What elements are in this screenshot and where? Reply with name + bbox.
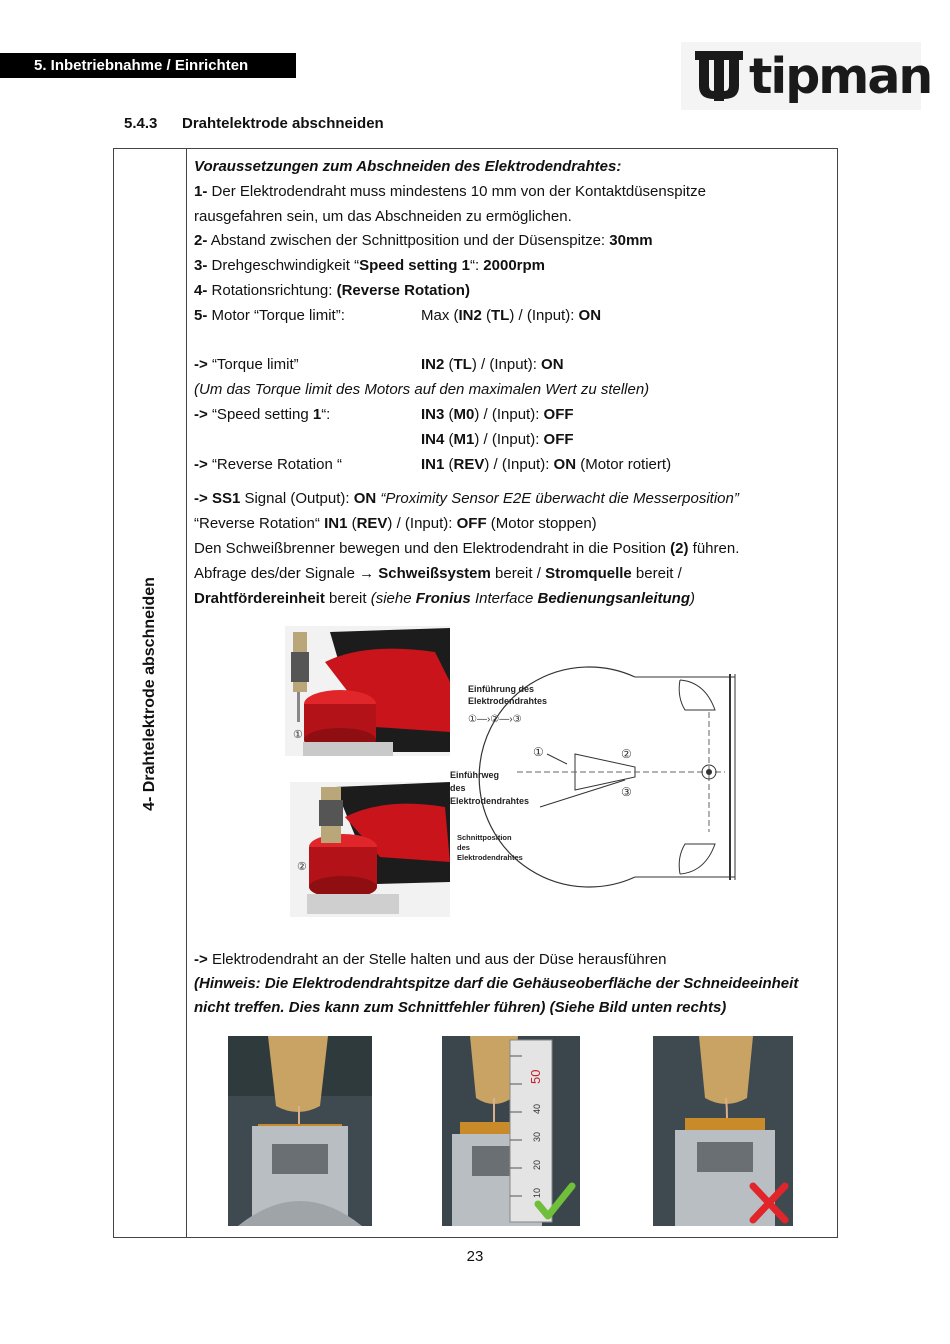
tipman-logo-mark	[695, 51, 743, 101]
prerequisites-heading: Voraussetzungen zum Abschneiden des Elektrodendrahtes:	[194, 158, 622, 175]
speed-setting-line: -> “Speed setting 1“: IN3 (M0) / (Input): OFF	[194, 405, 574, 423]
signal-query-line: Abfrage des/der Signale → Schweißsystem bereit / Stromquelle bereit /	[194, 564, 682, 582]
item-3: 3- Drehgeschwindigkeit “Speed setting 1“: 2000rpm	[194, 257, 546, 275]
move-torch-line: Den Schweißbrenner bewegen und den Elektrodendraht in die Position (2) führen.	[194, 539, 740, 557]
reverse-stop-line: “Reverse Rotation“ IN1 (REV) / (Input): OFF (Motor stoppen)	[194, 515, 597, 533]
note-line-1: -> Elektrodendraht an der Stelle halten und aus der Düse herausführen	[194, 951, 667, 968]
chapter-header: 5. Inbetriebnahme / Einrichten	[0, 53, 296, 78]
page-number: 23	[466, 1248, 484, 1265]
ruler-mark-30: 30	[532, 1131, 542, 1142]
label-schnitt-1: Schnittposition	[457, 833, 512, 842]
speed-setting-line-2: IN4 (M1) / (Input): OFF	[421, 430, 574, 448]
label-schnitt-3: Elektrodendrahtes	[457, 853, 523, 862]
section-heading: Drahtelektrode abschneiden	[182, 115, 384, 132]
label-einfuehrweg-2: des	[450, 783, 466, 793]
section-title	[124, 115, 384, 132]
note-line-3: nicht treffen. Dies kann zum Schnittfehler führen) (Siehe Bild unten rechts)	[194, 999, 727, 1016]
tipman-logo-text: tipman	[749, 47, 932, 105]
ruler-mark-40: 40	[532, 1103, 542, 1114]
frame-divider	[186, 149, 187, 1237]
cutter-photo-bottom	[290, 782, 450, 917]
signal-query-line-2: Drahtfördereinheit bereit (siehe Fronius Interface Bedienungsanleitung)	[194, 589, 695, 607]
torque-limit-note: (Um das Torque limit des Motors auf den maximalen Wert zu stellen)	[194, 381, 650, 399]
reverse-rotation-line: -> “Reverse Rotation “ IN1 (REV) / (Input): ON (Motor rotiert)	[194, 455, 672, 473]
marker-2: ②	[621, 747, 632, 761]
photo-ruler-check	[442, 1036, 580, 1226]
label-einfuehrweg-3: Elektrodendrahtes	[450, 796, 530, 806]
marker-1: ①	[533, 745, 544, 759]
label-einfuehrweg-1: Einführweg	[450, 770, 499, 780]
tipman-logo	[681, 42, 932, 110]
cutter-diagram	[450, 667, 735, 887]
hint-block	[194, 948, 824, 1020]
result-photos	[228, 1036, 798, 1228]
note-line-2: (Hinweis: Die Elektrodendrahtspitze darf die Gehäuseoberfläche der Schneideeinheit	[194, 975, 799, 992]
torque-limit-line: -> “Torque limit” IN2 (TL) / (Input): ON	[194, 356, 564, 374]
ruler-mark-50: 50	[528, 1069, 543, 1084]
marker-1-photo: ①	[293, 729, 303, 741]
instruction-text	[194, 155, 814, 611]
item-1: 1- Der Elektrodendraht muss mindestens 10 mm von der Kontaktdüsenspitze	[194, 182, 706, 200]
ss1-line: -> SS1 Signal (Output): ON “Proximity Sensor E2E überwacht die Messerposition”	[194, 490, 739, 508]
section-number: 5.4.3	[124, 115, 158, 132]
marker-2-photo: ②	[297, 861, 307, 873]
ruler-mark-20: 20	[532, 1159, 542, 1170]
label-einfuehrung-3: ①—›②—›③	[468, 714, 522, 725]
item-4: 4- Rotationsrichtung: (Reverse Rotation)	[194, 281, 470, 299]
side-label: 4- Drahtelektrode abschneiden	[141, 577, 158, 811]
item-2: 2- Abstand zwischen der Schnittposition und der Düsenspitze: 30mm	[194, 232, 653, 250]
label-einfuehrung-1: Einführung des	[468, 684, 534, 694]
cutter-photo-top	[285, 626, 450, 756]
ruler-mark-10: 10	[532, 1187, 542, 1198]
label-schnitt-2: des	[457, 843, 470, 852]
item-1-cont: rausgefahren sein, um das Abschneiden zu ermöglichen.	[194, 207, 572, 225]
photo-wire-wrong	[653, 1036, 793, 1226]
item-5: 5- Motor “Torque limit”: Max (IN2 (TL) / (Input): ON	[194, 306, 602, 324]
cutter-figure	[285, 622, 745, 922]
photo-wire-position	[228, 1036, 372, 1226]
marker-3: ③	[621, 785, 632, 799]
label-einfuehrung-2: Elektrodendrahtes	[468, 696, 548, 706]
